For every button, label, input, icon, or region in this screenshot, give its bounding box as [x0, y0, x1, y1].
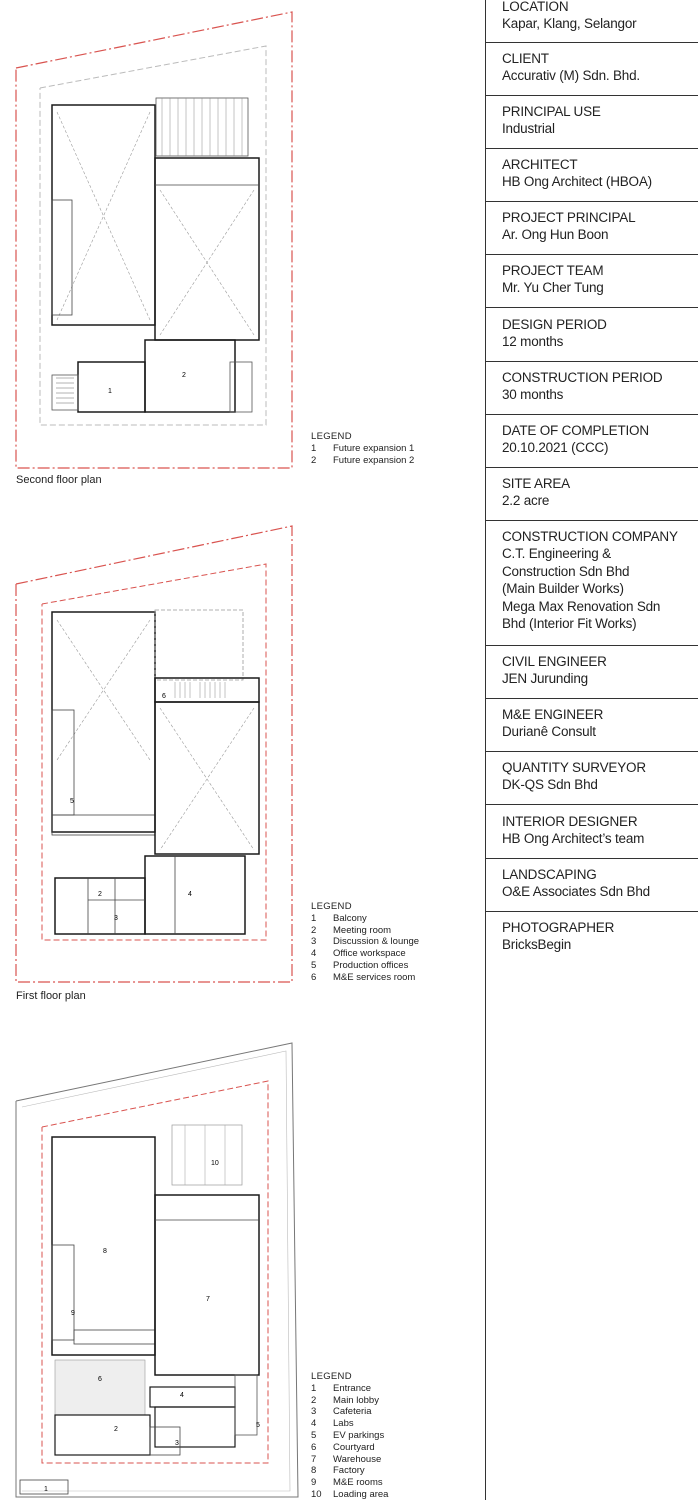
plan-label: 6: [98, 1376, 102, 1383]
plan-label: 3: [114, 915, 118, 922]
info-row-project-team: [486, 255, 698, 308]
info-label: INTERIOR DESIGNER: [502, 814, 638, 829]
legend-item: 4 Office workspace: [311, 948, 406, 960]
legend-item: 6 Courtyard: [311, 1441, 375, 1453]
legend-item: 3 Cafeteria: [311, 1406, 372, 1418]
legend-item: 4 Labs: [311, 1418, 354, 1430]
legend-title: LEGEND: [311, 901, 352, 912]
plan-label: 9: [71, 1310, 75, 1317]
legend-item: 6 M&E services room: [311, 971, 416, 983]
legend-item: 5 EV parkings: [311, 1429, 385, 1441]
second-floor-legend: [311, 431, 414, 466]
info-label: LOCATION: [502, 0, 569, 14]
legend-item: 2 Meeting room: [311, 924, 392, 936]
plan-label: 3: [175, 1440, 179, 1447]
info-label: M&E ENGINEER: [502, 707, 604, 722]
info-row-principal-use: [486, 96, 698, 149]
legend-item: 10 Loading area: [311, 1488, 389, 1500]
info-label: PRINCIPAL USE: [502, 104, 601, 119]
info-row-construction-period: [486, 362, 698, 415]
legend-item: 1 Future expansion 1: [311, 442, 415, 454]
info-value: Industrial: [502, 121, 555, 136]
legend-title: LEGEND: [311, 431, 352, 442]
info-value: 20.10.2021 (CCC): [502, 440, 609, 455]
first-floor-drawing: [0, 520, 300, 990]
legend-item: 1 Entrance: [311, 1382, 372, 1394]
second-floor-caption: Second floor plan: [16, 474, 102, 486]
info-label: PROJECT TEAM: [502, 263, 604, 278]
plan-label: 6: [162, 693, 166, 700]
info-label: PROJECT PRINCIPAL: [502, 210, 636, 225]
info-label: DESIGN PERIOD: [502, 317, 607, 332]
project-info-panel: [486, 0, 698, 972]
plan-label: 10: [211, 1160, 219, 1167]
legend-item: 9 M&E rooms: [311, 1477, 383, 1489]
info-row-location: [486, 0, 698, 43]
info-value: JEN Jurunding: [502, 671, 588, 686]
info-value: DK-QS Sdn Bhd: [502, 777, 598, 792]
info-label: QUANTITY SURVEYOR: [502, 760, 646, 775]
info-row-interior-designer: [486, 805, 698, 859]
legend-title: LEGEND: [311, 1371, 352, 1382]
info-row-date-of-completion: [486, 415, 698, 468]
info-value: Ar. Ong Hun Boon: [502, 227, 609, 242]
info-label: ARCHITECT: [502, 157, 578, 172]
info-value: HB Ong Architect (HBOA): [502, 174, 652, 189]
info-row-design-period: [486, 308, 698, 362]
info-label: SITE AREA: [502, 476, 570, 491]
plan-label: 1: [108, 388, 112, 395]
info-value: Mr. Yu Cher Tung: [502, 280, 604, 295]
first-floor-legend: [311, 901, 419, 984]
info-row-construction-company: [486, 521, 698, 646]
plan-label: 8: [103, 1248, 107, 1255]
legend-item: 7 Warehouse: [311, 1453, 382, 1465]
info-value: 2.2 acre: [502, 493, 550, 508]
info-value: C.T. Engineering & Construction Sdn Bhd (Main Builder Works) Mega Max Renovation Sdn Bhd (Interior Fit Works): [502, 546, 661, 631]
info-value: Accurativ (M) Sdn. Bhd.: [502, 68, 640, 83]
info-value: 12 months: [502, 334, 564, 349]
info-label: PHOTOGRAPHER: [502, 920, 615, 935]
first-floor-caption: First floor plan: [16, 990, 86, 1002]
info-label: CONSTRUCTION PERIOD: [502, 370, 663, 385]
legend-item: 2 Main lobby: [311, 1394, 379, 1406]
second-floor-drawing: [0, 0, 300, 470]
plan-label: 5: [70, 798, 74, 805]
info-value: HB Ong Architect’s team: [502, 831, 645, 846]
info-row-civil-engineer: [486, 646, 698, 699]
info-value: BricksBegin: [502, 937, 572, 952]
plan-label: 2: [182, 372, 186, 379]
info-row-architect: [486, 149, 698, 202]
plan-label: 1: [44, 1486, 48, 1493]
info-label: DATE OF COMPLETION: [502, 423, 649, 438]
info-row-quantity-surveyor: [486, 752, 698, 805]
legend-item: 3 Discussion & lounge: [311, 936, 420, 948]
ground-floor-legend: [311, 1371, 388, 1501]
ground-floor-plan: [0, 1035, 300, 1500]
plan-label: 2: [114, 1426, 118, 1433]
plan-label: 7: [206, 1296, 210, 1303]
info-value: 30 months: [502, 387, 564, 402]
info-row-landscaping: [486, 859, 698, 912]
info-row-project-principal: [486, 202, 698, 255]
first-floor-plan: [0, 520, 300, 990]
info-row-photographer: [486, 912, 698, 972]
ground-floor-drawing: [0, 1035, 300, 1500]
plan-label: 4: [180, 1392, 184, 1399]
info-label: CLIENT: [502, 51, 549, 66]
info-label: CIVIL ENGINEER: [502, 654, 607, 669]
plan-label: 4: [188, 891, 192, 898]
plan-label: 5: [256, 1422, 260, 1429]
info-row-client: [486, 43, 698, 96]
plan-label: 2: [98, 891, 102, 898]
legend-item: 5 Production offices: [311, 959, 409, 971]
info-value: O&E Associates Sdn Bhd: [502, 884, 650, 899]
info-label: CONSTRUCTION COMPANY: [502, 529, 678, 544]
info-label: LANDSCAPING: [502, 867, 597, 882]
legend-item: 2 Future expansion 2: [311, 454, 415, 466]
second-floor-plan: [0, 0, 300, 470]
info-row-site-area: [486, 468, 698, 521]
legend-item: 8 Factory: [311, 1465, 365, 1477]
info-value: Durianê Consult: [502, 724, 596, 739]
info-value: Kapar, Klang, Selangor: [502, 16, 637, 31]
legend-item: 1 Balcony: [311, 912, 367, 924]
info-row-me-engineer: [486, 699, 698, 752]
